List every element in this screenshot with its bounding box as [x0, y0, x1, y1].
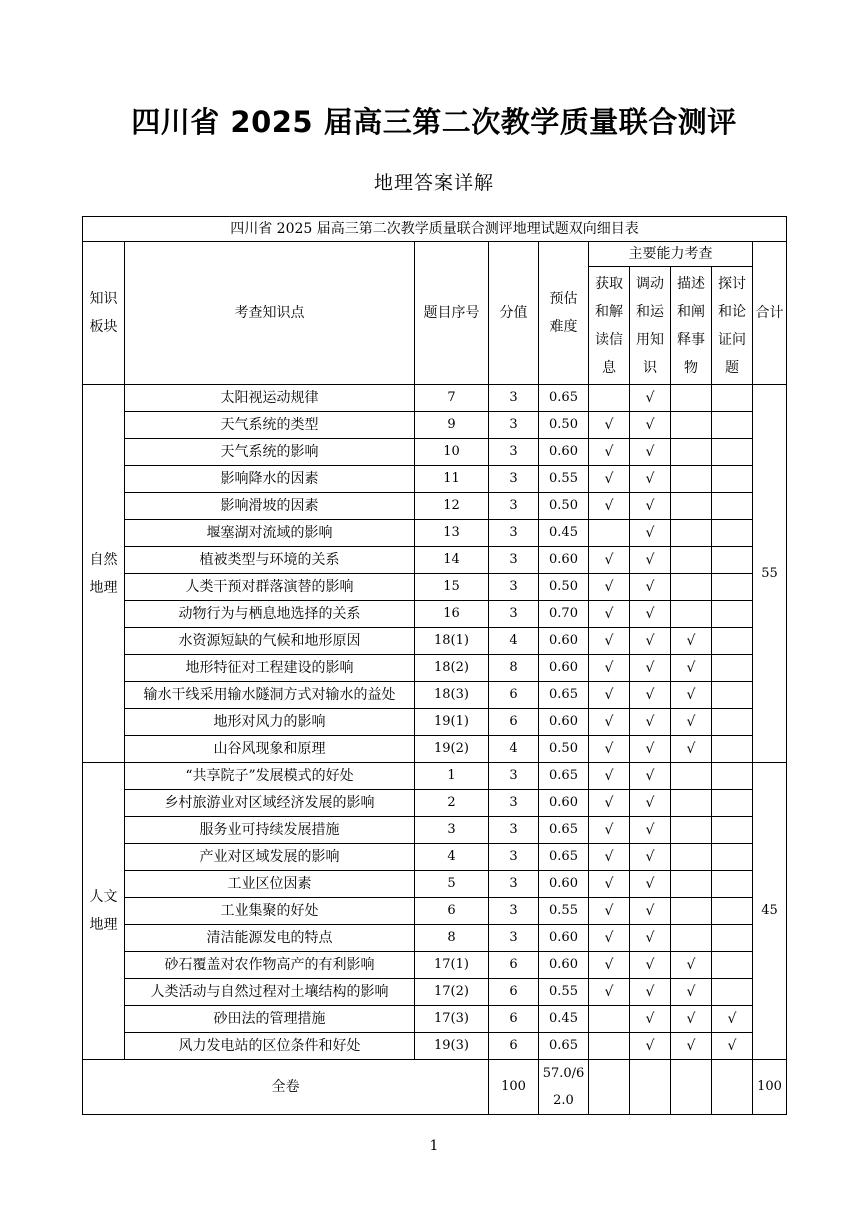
- question-number-cell: 16: [415, 601, 489, 628]
- question-number-cell: 13: [415, 520, 489, 547]
- ability-check-cell: √: [589, 466, 630, 493]
- ability-check-cell: √: [589, 547, 630, 574]
- topic-cell: 地形对风力的影响: [125, 709, 415, 736]
- ability-check-cell: [589, 1006, 630, 1033]
- ability-check-cell: √: [671, 736, 712, 763]
- score-cell: 8: [489, 655, 539, 682]
- table-row: [83, 925, 787, 952]
- score-cell: 6: [489, 1033, 539, 1060]
- topic-cell: 影响降水的因素: [125, 466, 415, 493]
- ability-check-cell: √: [630, 412, 671, 439]
- ability-check-cell: [671, 898, 712, 925]
- table-row: [83, 439, 787, 466]
- ability-check-cell: [589, 1033, 630, 1060]
- ability-check-cell: √: [589, 493, 630, 520]
- difficulty-cell: 0.60: [539, 628, 589, 655]
- header-topic: 考查知识点: [125, 242, 415, 385]
- ability-check-cell: [712, 601, 753, 628]
- ability-check-cell: [671, 790, 712, 817]
- question-number-cell: 19(1): [415, 709, 489, 736]
- score-cell: 3: [489, 925, 539, 952]
- difficulty-cell: 0.50: [539, 574, 589, 601]
- ability-check-cell: [671, 817, 712, 844]
- question-number-cell: 17(3): [415, 1006, 489, 1033]
- ability-check-cell: √: [630, 520, 671, 547]
- score-cell: 3: [489, 601, 539, 628]
- ability-check-cell: [671, 763, 712, 790]
- table-row: [83, 817, 787, 844]
- grand-total: 100: [753, 1060, 787, 1115]
- ability-check-cell: [712, 574, 753, 601]
- ability-check-cell: [671, 601, 712, 628]
- ability-check-cell: √: [589, 628, 630, 655]
- table-row: [83, 952, 787, 979]
- ability-check-cell: √: [671, 628, 712, 655]
- difficulty-cell: 0.60: [539, 790, 589, 817]
- difficulty-cell: 0.55: [539, 898, 589, 925]
- header-ability-2: 调动和运用知识: [630, 267, 671, 385]
- ability-check-cell: √: [630, 493, 671, 520]
- ability-check-cell: [671, 493, 712, 520]
- block-cell: 自然地理: [83, 385, 125, 763]
- total-ability-cell: [630, 1060, 671, 1115]
- score-cell: 3: [489, 898, 539, 925]
- score-cell: 6: [489, 1006, 539, 1033]
- score-cell: 3: [489, 466, 539, 493]
- ability-check-cell: √: [589, 601, 630, 628]
- difficulty-cell: 0.65: [539, 844, 589, 871]
- ability-check-cell: √: [671, 979, 712, 1006]
- table-row: [83, 763, 787, 790]
- ability-check-cell: √: [630, 736, 671, 763]
- ability-check-cell: [712, 466, 753, 493]
- ability-check-cell: √: [589, 817, 630, 844]
- ability-check-cell: √: [671, 1033, 712, 1060]
- score-cell: 3: [489, 385, 539, 412]
- ability-check-cell: √: [589, 790, 630, 817]
- topic-cell: 清洁能源发电的特点: [125, 925, 415, 952]
- score-cell: 6: [489, 709, 539, 736]
- ability-check-cell: √: [589, 898, 630, 925]
- difficulty-cell: 0.60: [539, 439, 589, 466]
- block-cell: 人文地理: [83, 763, 125, 1060]
- total-ability-cell: [712, 1060, 753, 1115]
- difficulty-cell: 0.65: [539, 1033, 589, 1060]
- ability-check-cell: √: [630, 466, 671, 493]
- total-difficulty: 57.0/62.0: [539, 1060, 589, 1115]
- difficulty-cell: 0.60: [539, 871, 589, 898]
- score-cell: 4: [489, 628, 539, 655]
- table-caption: 四川省 2025 届高三第二次教学质量联合测评地理试题双向细目表: [83, 217, 787, 242]
- topic-cell: “共享院子”发展模式的好处: [125, 763, 415, 790]
- table-row: [83, 601, 787, 628]
- question-number-cell: 12: [415, 493, 489, 520]
- ability-check-cell: [671, 871, 712, 898]
- topic-cell: 工业区位因素: [125, 871, 415, 898]
- topic-cell: 地形特征对工程建设的影响: [125, 655, 415, 682]
- question-number-cell: 3: [415, 817, 489, 844]
- ability-check-cell: √: [630, 1006, 671, 1033]
- topic-cell: 人类活动与自然过程对土壤结构的影响: [125, 979, 415, 1006]
- ability-check-cell: [712, 952, 753, 979]
- score-cell: 3: [489, 547, 539, 574]
- ability-check-cell: √: [630, 844, 671, 871]
- table-row: [83, 898, 787, 925]
- question-number-cell: 18(1): [415, 628, 489, 655]
- question-number-cell: 2: [415, 790, 489, 817]
- topic-cell: 动物行为与栖息地选择的关系: [125, 601, 415, 628]
- table-row: [83, 709, 787, 736]
- ability-check-cell: [712, 844, 753, 871]
- ability-check-cell: [712, 547, 753, 574]
- ability-check-cell: √: [630, 871, 671, 898]
- ability-check-cell: √: [630, 817, 671, 844]
- ability-check-cell: √: [630, 682, 671, 709]
- score-cell: 3: [489, 844, 539, 871]
- table-row: [83, 871, 787, 898]
- ability-check-cell: [712, 682, 753, 709]
- difficulty-cell: 0.60: [539, 709, 589, 736]
- table-row: [83, 1033, 787, 1060]
- ability-check-cell: √: [712, 1033, 753, 1060]
- header-total: 合计: [753, 242, 787, 385]
- header-abilities: 主要能力考查: [589, 242, 753, 267]
- score-cell: 6: [489, 979, 539, 1006]
- ability-check-cell: √: [589, 682, 630, 709]
- score-cell: 3: [489, 790, 539, 817]
- score-cell: 3: [489, 439, 539, 466]
- ability-check-cell: √: [630, 628, 671, 655]
- ability-check-cell: √: [589, 655, 630, 682]
- topic-cell: 影响滑坡的因素: [125, 493, 415, 520]
- table-row: [83, 736, 787, 763]
- ability-check-cell: [712, 520, 753, 547]
- score-cell: 4: [489, 736, 539, 763]
- question-number-cell: 18(3): [415, 682, 489, 709]
- ability-check-cell: [712, 925, 753, 952]
- difficulty-cell: 0.50: [539, 736, 589, 763]
- topic-cell: 太阳视运动规律: [125, 385, 415, 412]
- topic-cell: 产业对区域发展的影响: [125, 844, 415, 871]
- ability-check-cell: [712, 817, 753, 844]
- page-title: 四川省 2025 届高三第二次教学质量联合测评: [131, 105, 737, 139]
- ability-check-cell: √: [589, 952, 630, 979]
- header-qnum: 题目序号: [415, 242, 489, 385]
- ability-check-cell: [671, 385, 712, 412]
- question-number-cell: 17(1): [415, 952, 489, 979]
- question-number-cell: 6: [415, 898, 489, 925]
- table-row: [83, 574, 787, 601]
- difficulty-cell: 0.65: [539, 682, 589, 709]
- topic-cell: 植被类型与环境的关系: [125, 547, 415, 574]
- ability-check-cell: [712, 709, 753, 736]
- ability-check-cell: [712, 871, 753, 898]
- page-subtitle: 地理答案详解: [373, 172, 494, 194]
- ability-check-cell: [712, 628, 753, 655]
- ability-check-cell: [712, 412, 753, 439]
- ability-check-cell: √: [589, 763, 630, 790]
- ability-check-cell: √: [630, 952, 671, 979]
- ability-check-cell: [712, 763, 753, 790]
- table-row: [83, 1006, 787, 1033]
- ability-check-cell: √: [589, 412, 630, 439]
- header-difficulty: 预估难度: [539, 242, 589, 385]
- score-cell: 3: [489, 493, 539, 520]
- total-score: 100: [489, 1060, 539, 1115]
- table-row: [83, 682, 787, 709]
- ability-check-cell: √: [630, 979, 671, 1006]
- difficulty-cell: 0.45: [539, 520, 589, 547]
- difficulty-cell: 0.60: [539, 547, 589, 574]
- ability-check-cell: √: [589, 439, 630, 466]
- question-number-cell: 18(2): [415, 655, 489, 682]
- ability-check-cell: [712, 439, 753, 466]
- question-number-cell: 15: [415, 574, 489, 601]
- total-ability-cell: [671, 1060, 712, 1115]
- table-row: [83, 979, 787, 1006]
- ability-check-cell: [712, 898, 753, 925]
- topic-cell: 天气系统的影响: [125, 439, 415, 466]
- question-number-cell: 19(3): [415, 1033, 489, 1060]
- table-row: [83, 412, 787, 439]
- table-row: [83, 520, 787, 547]
- table-row: [83, 628, 787, 655]
- difficulty-cell: 0.60: [539, 952, 589, 979]
- ability-check-cell: [712, 385, 753, 412]
- topic-cell: 堰塞湖对流域的影响: [125, 520, 415, 547]
- difficulty-cell: 0.70: [539, 601, 589, 628]
- ability-check-cell: [671, 520, 712, 547]
- topic-cell: 输水干线采用输水隧洞方式对输水的益处: [125, 682, 415, 709]
- header-ability-3: 描述和阐释事物: [671, 267, 712, 385]
- ability-check-cell: √: [630, 925, 671, 952]
- ability-check-cell: √: [671, 1006, 712, 1033]
- score-cell: 3: [489, 520, 539, 547]
- topic-cell: 人类干预对群落演替的影响: [125, 574, 415, 601]
- ability-check-cell: [671, 844, 712, 871]
- header-ability-1: 获取和解读信息: [589, 267, 630, 385]
- question-number-cell: 14: [415, 547, 489, 574]
- header-block: 知识板块: [83, 242, 125, 385]
- ability-check-cell: [712, 979, 753, 1006]
- ability-check-cell: [712, 493, 753, 520]
- detail-table: [82, 216, 787, 1115]
- ability-check-cell: √: [630, 1033, 671, 1060]
- topic-cell: 风力发电站的区位条件和好处: [125, 1033, 415, 1060]
- table-row: [83, 493, 787, 520]
- ability-check-cell: √: [589, 736, 630, 763]
- header-score: 分值: [489, 242, 539, 385]
- ability-check-cell: √: [630, 763, 671, 790]
- difficulty-cell: 0.55: [539, 979, 589, 1006]
- question-number-cell: 8: [415, 925, 489, 952]
- topic-cell: 服务业可持续发展措施: [125, 817, 415, 844]
- question-number-cell: 1: [415, 763, 489, 790]
- ability-check-cell: √: [712, 1006, 753, 1033]
- ability-check-cell: [712, 655, 753, 682]
- question-number-cell: 4: [415, 844, 489, 871]
- ability-check-cell: [712, 736, 753, 763]
- ability-check-cell: [671, 574, 712, 601]
- table-row: [83, 790, 787, 817]
- topic-cell: 山谷风现象和原理: [125, 736, 415, 763]
- ability-check-cell: √: [589, 871, 630, 898]
- topic-cell: 乡村旅游业对区域经济发展的影响: [125, 790, 415, 817]
- ability-check-cell: √: [589, 925, 630, 952]
- ability-check-cell: √: [589, 844, 630, 871]
- topic-cell: 砂石覆盖对农作物高产的有利影响: [125, 952, 415, 979]
- difficulty-cell: 0.65: [539, 763, 589, 790]
- question-number-cell: 17(2): [415, 979, 489, 1006]
- ability-check-cell: √: [630, 385, 671, 412]
- ability-check-cell: √: [671, 952, 712, 979]
- ability-check-cell: √: [630, 790, 671, 817]
- ability-check-cell: [671, 412, 712, 439]
- ability-check-cell: [712, 790, 753, 817]
- difficulty-cell: 0.65: [539, 817, 589, 844]
- ability-check-cell: [589, 520, 630, 547]
- difficulty-cell: 0.50: [539, 493, 589, 520]
- score-cell: 3: [489, 763, 539, 790]
- ability-check-cell: [589, 385, 630, 412]
- header-ability-4: 探讨和论证问题: [712, 267, 753, 385]
- score-cell: 3: [489, 871, 539, 898]
- page-number: 1: [429, 1138, 439, 1154]
- table-row: [83, 547, 787, 574]
- difficulty-cell: 0.65: [539, 385, 589, 412]
- difficulty-cell: 0.45: [539, 1006, 589, 1033]
- difficulty-cell: 0.60: [539, 655, 589, 682]
- score-cell: 6: [489, 952, 539, 979]
- ability-check-cell: √: [630, 547, 671, 574]
- total-ability-cell: [589, 1060, 630, 1115]
- subtotal-cell: 45: [753, 763, 787, 1060]
- topic-cell: 工业集聚的好处: [125, 898, 415, 925]
- total-row: [83, 1060, 787, 1115]
- difficulty-cell: 0.55: [539, 466, 589, 493]
- ability-check-cell: [671, 547, 712, 574]
- topic-cell: 砂田法的管理措施: [125, 1006, 415, 1033]
- ability-check-cell: √: [630, 439, 671, 466]
- table-row: [83, 385, 787, 412]
- table-row: [83, 655, 787, 682]
- topic-cell: 水资源短缺的气候和地形原因: [125, 628, 415, 655]
- table-row: [83, 844, 787, 871]
- ability-check-cell: √: [630, 601, 671, 628]
- ability-check-cell: √: [630, 574, 671, 601]
- question-number-cell: 10: [415, 439, 489, 466]
- ability-check-cell: √: [671, 682, 712, 709]
- ability-check-cell: √: [630, 898, 671, 925]
- score-cell: 3: [489, 412, 539, 439]
- score-cell: 6: [489, 682, 539, 709]
- ability-check-cell: √: [671, 655, 712, 682]
- score-cell: 3: [489, 574, 539, 601]
- difficulty-cell: 0.60: [539, 925, 589, 952]
- ability-check-cell: √: [630, 655, 671, 682]
- ability-check-cell: [671, 439, 712, 466]
- question-number-cell: 9: [415, 412, 489, 439]
- question-number-cell: 5: [415, 871, 489, 898]
- score-cell: 3: [489, 817, 539, 844]
- ability-check-cell: √: [589, 574, 630, 601]
- ability-check-cell: √: [630, 709, 671, 736]
- question-number-cell: 7: [415, 385, 489, 412]
- question-number-cell: 11: [415, 466, 489, 493]
- ability-check-cell: [671, 925, 712, 952]
- ability-check-cell: √: [589, 979, 630, 1006]
- total-label: 全卷: [83, 1060, 489, 1115]
- question-number-cell: 19(2): [415, 736, 489, 763]
- subtotal-cell: 55: [753, 385, 787, 763]
- ability-check-cell: [671, 466, 712, 493]
- table-row: [83, 466, 787, 493]
- ability-check-cell: √: [589, 709, 630, 736]
- ability-check-cell: √: [671, 709, 712, 736]
- difficulty-cell: 0.50: [539, 412, 589, 439]
- topic-cell: 天气系统的类型: [125, 412, 415, 439]
